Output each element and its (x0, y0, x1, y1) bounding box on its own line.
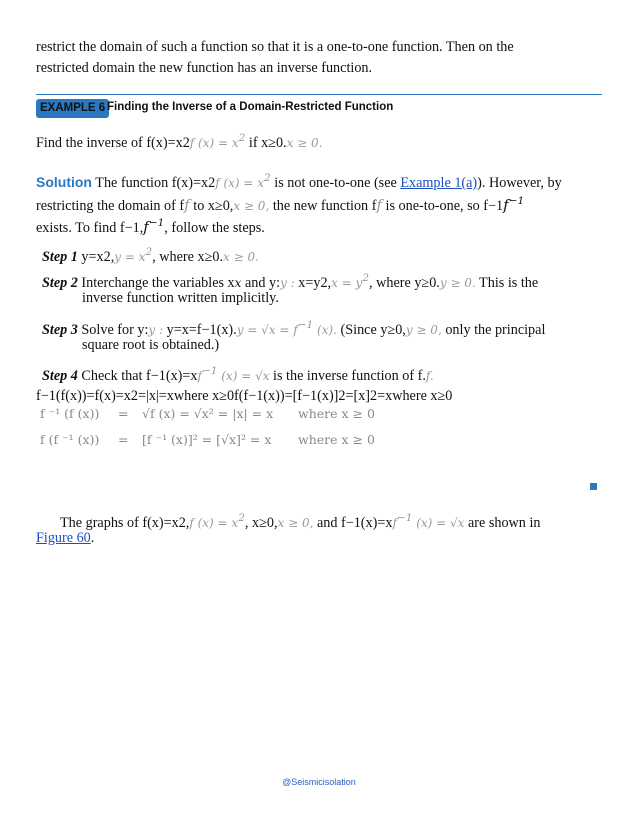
step-3-mid: y=x=f−1(x). (163, 322, 237, 338)
solution-l1-sup: 2 (264, 172, 271, 184)
intro-line-1: restrict the domain of such a function so that it is a one-to-one function. Then on the (36, 39, 514, 55)
solution-l2-finv: f (503, 196, 509, 214)
step-4 (42, 361, 434, 386)
solution-l3-text: exists. To find f−1, (36, 220, 144, 236)
figure-60-link[interactable]: Figure 60 (36, 530, 91, 546)
step-1-label: Step 1 (42, 249, 78, 265)
graphs-l1-math3: f (392, 516, 397, 530)
graphs-l1-end: are shown in (464, 515, 541, 531)
footer-watermark: @Seismicisolation (282, 777, 356, 787)
graphs-l1-math3-sup: −1 (396, 512, 413, 524)
step-3-math: y : (148, 323, 164, 337)
example-top-rule (36, 94, 602, 95)
task-math-fx: f (x) = x (189, 136, 239, 150)
solution-l2-text: restricting the domain of f (36, 198, 185, 214)
step-4-sup: −1 (201, 365, 218, 377)
step-4-after: is the inverse function of f. (269, 368, 426, 384)
check-row-2-rhs: [f ⁻¹ (x)]² = [√x]² = x (142, 432, 272, 447)
solution-l1-text: The function f(x)=x2 (92, 175, 216, 191)
solution-l1-after: is not one-to-one (see (270, 175, 401, 191)
step-2-mid: and y: (241, 275, 281, 291)
step-2-line-2: inverse function written implicitly. (82, 290, 279, 306)
task-condition: if x≥0. (245, 135, 287, 151)
example-task (36, 128, 323, 153)
solution-l1-end: ). However, by (477, 175, 562, 191)
step-3-math3: y ≥ 0, (405, 323, 442, 337)
step-3-text: Solve for y: (77, 322, 149, 338)
solution-line-1 (36, 168, 562, 193)
task-math-fx-sup: 2 (238, 132, 246, 144)
graphs-l1-math2: x ≥ 0, (277, 516, 314, 530)
check-row-1-rhs: √f (x) = √x² = |x| = x (142, 406, 274, 421)
graphs-l1-mid2: and f−1(x)=x (313, 515, 393, 531)
graphs-end: . (90, 530, 95, 546)
step-3-label: Step 3 (42, 322, 78, 338)
end-of-example-marker (590, 483, 597, 490)
step-1-math2: x ≥ 0. (223, 250, 259, 264)
step-4-label: Step 4 (42, 368, 78, 384)
step-1-text: y=x2, (77, 249, 115, 265)
step-2-text: Interchange the variables x (77, 275, 235, 291)
solution-l2-math: x ≥ 0, (233, 199, 270, 213)
graphs-l1-math: f (x) = x (189, 516, 239, 530)
solution-l2-after: the new function f (269, 198, 377, 214)
step-2-math: y : (280, 276, 295, 290)
step-2-label: Step 2 (42, 275, 78, 291)
solution-line-3 (36, 213, 265, 238)
task-prefix: Find the inverse of f(x)=x2 (36, 135, 190, 151)
graphs-l1-sup: 2 (238, 512, 245, 524)
check-row-1-eq: = (118, 406, 129, 421)
graphs-line-2 (36, 528, 94, 548)
check-row-2-where: where x ≥ 0 (298, 432, 375, 447)
solution-l3-sup: −1 (148, 217, 165, 229)
intro-line-2: restricted domain the new function has an inverse function. (36, 60, 373, 76)
solution-l2-end: is one-to-one, so f−1 (382, 198, 504, 214)
solution-label: Solution (36, 174, 92, 190)
step-2-end: This is the (475, 275, 539, 291)
check-linear-text: f−1(f(x))=f(x)=x2=|x|=xwhere x≥0f(f−1(x))=[f−1(x)]2=[x]2=xwhere x≥0 (36, 388, 453, 404)
graphs-l1-math3b: (x) = √x (412, 516, 465, 530)
step-4-math2: f. (425, 369, 434, 383)
graphs-l1-mid: , x≥0, (244, 515, 278, 531)
step-4-math-b: (x) = √x (217, 369, 270, 383)
example-title: Finding the Inverse of a Domain-Restricted Function (107, 101, 394, 113)
task-math-cond: x ≥ 0. (286, 136, 323, 150)
solution-l1-math: f (x) = x (215, 176, 265, 190)
step-2-mid2: x=y2, (294, 275, 332, 291)
step-2-math3: y ≥ 0. (439, 276, 476, 290)
graphs-l1-text: The graphs of f(x)=x2, (60, 515, 190, 531)
check-row-2-lhs: f (f ⁻¹ (x)) (40, 432, 100, 447)
example-1a-link[interactable]: Example 1(a) (400, 175, 478, 191)
step-3-line-2: square root is obtained.) (82, 337, 220, 353)
step-2-sup: 2 (362, 272, 370, 284)
solution-l2-f: f (184, 196, 190, 214)
step-1 (42, 242, 259, 267)
step-2-math2: x = y (331, 276, 363, 290)
step-4-text: Check that f−1(x)=x (77, 368, 198, 384)
graphs-line-1 (60, 508, 540, 533)
step-2-after: , where y≥0. (369, 275, 440, 291)
solution-l2-finv-sup: −1 (508, 195, 525, 207)
check-row-2-eq: = (118, 432, 129, 447)
step-3-math2b: (x). (313, 323, 337, 337)
solution-l3-f: f (143, 218, 149, 236)
example-badge: EXAMPLE 6 (36, 99, 109, 118)
step-4-math: f (197, 369, 202, 383)
check-row-1-where: where x ≥ 0 (298, 406, 375, 421)
solution-l2-f2: f (376, 196, 382, 214)
solution-l2-mid: to x≥0, (189, 198, 234, 214)
step-3-after: (Since y≥0, (336, 322, 406, 338)
step-3-sup: −1 (297, 319, 314, 331)
solution-l3-end: , follow the steps. (164, 220, 265, 236)
step-1-math: y = x (114, 250, 146, 264)
step-2-x: x (234, 276, 242, 290)
step-1-sup: 2 (145, 246, 153, 258)
step-3-end: only the principal (441, 322, 546, 338)
check-row-1-lhs: f ⁻¹ (f (x)) (40, 406, 100, 421)
step-3-math2: y = √x = f (236, 323, 298, 337)
step-1-after: , where x≥0. (152, 249, 224, 265)
